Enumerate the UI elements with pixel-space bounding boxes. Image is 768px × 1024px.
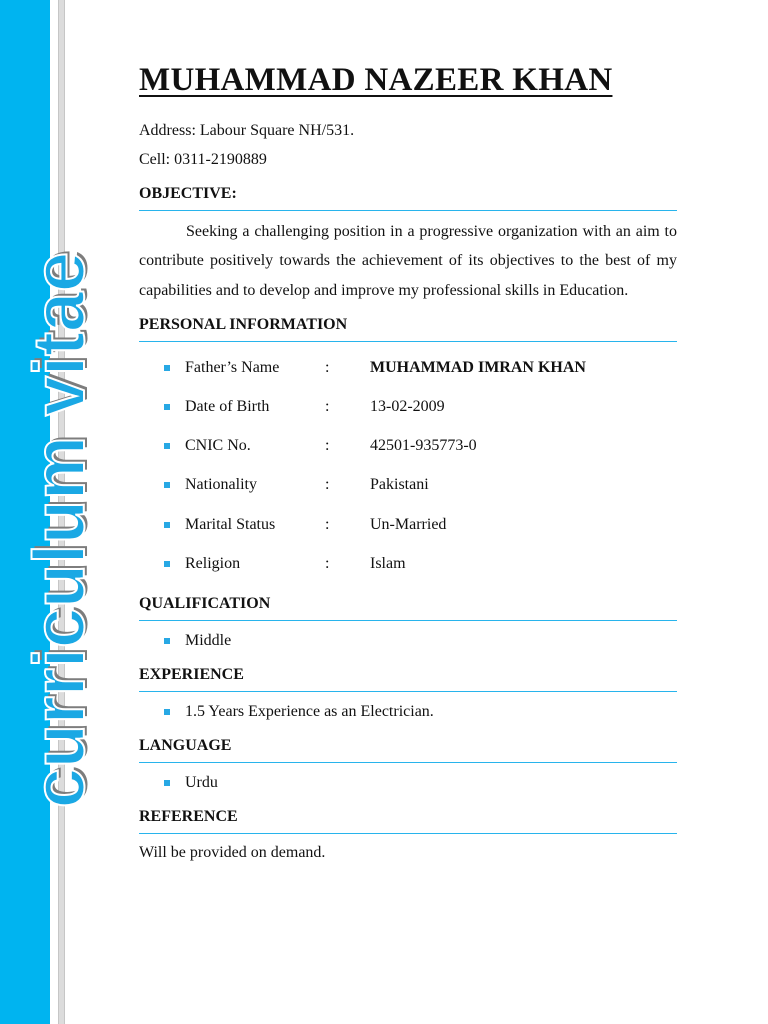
language-list [139,769,677,797]
applicant-name: MUHAMMAD NAZEER KHAN [139,62,613,98]
reference-text: Will be provided on demand. [139,843,326,861]
field-colon: : [325,476,330,494]
list-item-text: Middle [185,631,232,649]
field-value: 13-02-2009 [370,397,445,415]
list-item-text: Urdu [185,773,218,791]
experience-list [139,698,677,726]
bullet-icon [164,638,170,644]
field-value: Pakistani [370,476,429,494]
field-label: Father’s Name [185,358,280,376]
cell-line: Cell: 0311-2190889 [139,151,267,168]
list-item [139,698,677,726]
info-row-cnic [139,426,677,465]
reference-heading: REFERENCE [139,806,677,834]
field-label: CNIC No. [185,437,251,455]
list-item [139,627,677,655]
field-colon: : [325,437,330,455]
field-colon: : [325,358,330,376]
info-row-date-of-birth [139,387,677,426]
bullet-icon [164,561,170,567]
info-row-marital-status [139,505,677,544]
field-value: Islam [370,555,406,573]
bullet-icon [164,482,170,488]
field-value: MUHAMMAD IMRAN KHAN [370,358,586,376]
info-row-father-name [139,348,677,387]
field-colon: : [325,555,330,573]
bullet-icon [164,522,170,528]
bullet-icon [164,365,170,371]
info-row-nationality [139,466,677,505]
experience-heading: EXPERIENCE [139,664,677,692]
vertical-title-container [15,215,105,845]
objective-text: Seeking a challenging position in a progressive organization with an aim to contribute positively towards the achievement of its objectives to the best of my capabilities and to develop and improve my professional skills in Education. [139,223,677,299]
field-label: Marital Status [185,515,276,533]
field-colon: : [325,397,330,415]
objective-heading: OBJECTIVE: [139,183,677,211]
field-label: Religion [185,555,241,573]
list-item-text: 1.5 Years Experience as an Electrician. [185,702,434,720]
bullet-icon [164,780,170,786]
field-label: Nationality [185,476,257,494]
language-heading: LANGUAGE [139,735,677,763]
bullet-icon [164,443,170,449]
personal-info-heading: PERSONAL INFORMATION [139,314,677,342]
address-line: Address: Labour Square NH/531. [139,122,355,139]
field-label: Date of Birth [185,397,270,415]
field-colon: : [325,515,330,533]
info-row-religion [139,544,677,583]
field-value: Un-Married [370,515,447,533]
bullet-icon [164,404,170,410]
bullet-icon [164,709,170,715]
cv-content [139,58,677,866]
list-item [139,769,677,797]
qualification-heading: QUALIFICATION [139,593,677,621]
qualification-list [139,627,677,655]
field-value: 42501-935773-0 [370,437,477,455]
vertical-title: curriculum vitae [20,251,100,809]
personal-info-list [139,348,677,584]
